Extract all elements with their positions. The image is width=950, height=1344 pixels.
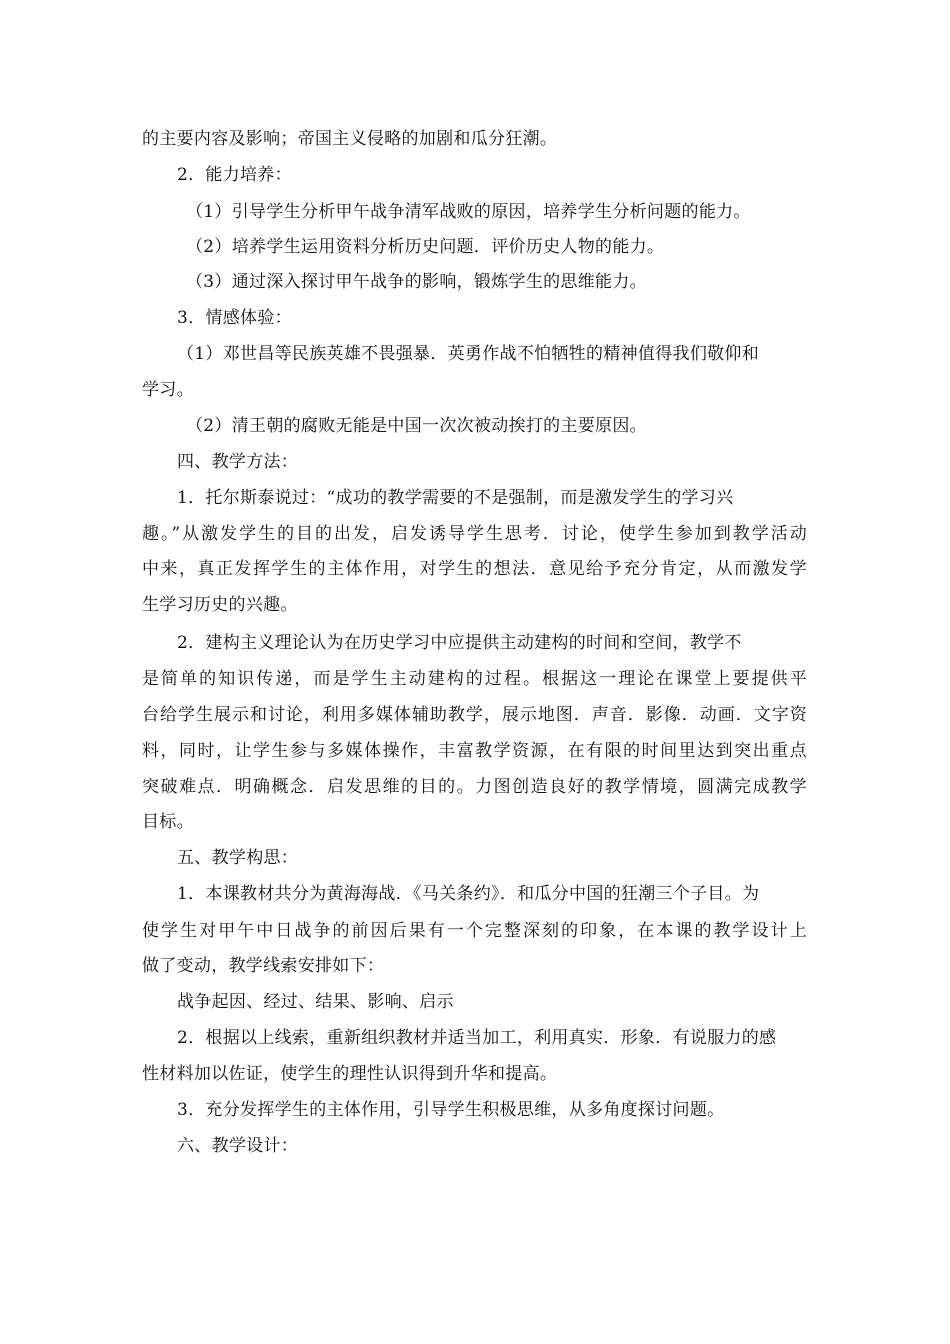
paragraph-line: 料，同时，让学生参与多媒体操作，丰富教学资源，在有限的时间里达到突出重点 <box>142 741 807 761</box>
paragraph-line: （1）邓世昌等民族英雄不畏强暴．英勇作战不怕牺牲的精神值得我们敬仰和 <box>177 344 760 364</box>
paragraph-line: 2．根据以上线索，重新组织教材并适当加工，利用真实．形象．有说服力的感 <box>177 1028 777 1048</box>
paragraph-line: （1）引导学生分析甲午战争清军战败的原因，培养学生分析问题的能力。 <box>186 202 751 222</box>
paragraph-line: 学习。 <box>142 380 194 400</box>
paragraph-line: 1．托尔斯泰说过：“成功的教学需要的不是强制，而是激发学生的学习兴 <box>177 488 734 508</box>
paragraph-line: 做了变动，教学线索安排如下： <box>142 956 385 976</box>
section-heading: 3．情感体验： <box>177 308 292 328</box>
section-heading: 六、教学设计： <box>177 1136 299 1156</box>
paragraph-line: 趣。”从激发学生的目的出发，启发诱导学生思考．讨论，使学生参加到教学活动 <box>142 524 807 544</box>
section-heading: 2．能力培养： <box>177 165 292 185</box>
paragraph-line: 突破难点．明确概念．启发思维的目的。力图创造良好的教学情境，圆满完成教学 <box>142 777 807 797</box>
paragraph-line: 使学生对甲午中日战争的前因后果有一个完整深刻的印象，在本课的教学设计上 <box>142 921 807 941</box>
paragraph-line: 目标。 <box>142 812 194 832</box>
section-heading: 四、教学方法： <box>177 452 299 472</box>
paragraph-line: （3）通过深入探讨甲午战争的影响，锻炼学生的思维能力。 <box>186 272 647 292</box>
paragraph-line: 2．建构主义理论认为在历史学习中应提供主动建构的时间和空间，教学不 <box>177 633 742 653</box>
paragraph-line: 是简单的知识传递，而是学生主动建构的过程。根据这一理论在课堂上要提供平 <box>142 669 807 689</box>
paragraph-line: （2）培养学生运用资料分析历史问题．评价历史人物的能力。 <box>186 237 665 257</box>
paragraph-line: 生学习历史的兴趣。 <box>142 595 298 615</box>
paragraph-line: 战争起因、经过、结果、影响、启示 <box>177 992 454 1012</box>
paragraph-line: 台给学生展示和讨论，利用多媒体辅助教学，展示地图．声音．影像．动画．文字资 <box>142 705 807 725</box>
paragraph-line: 性材料加以佐证，使学生的理性认识得到升华和提高。 <box>142 1064 558 1084</box>
paragraph-line: 中来，真正发挥学生的主体作用，对学生的想法．意见给予充分肯定，从而激发学 <box>142 559 807 579</box>
paragraph-line: 的主要内容及影响；帝国主义侵略的加剧和瓜分狂潮。 <box>142 129 558 149</box>
section-heading: 五、教学构思： <box>177 848 299 868</box>
paragraph-line: 1．本课教材共分为黄海海战．《马关条约》．和瓜分中国的狂潮三个子目。为 <box>177 884 760 904</box>
paragraph-line: （2）清王朝的腐败无能是中国一次次被动挨打的主要原因。 <box>186 416 647 436</box>
paragraph-line: 3．充分发挥学生的主体作用，引导学生积极思维，从多角度探讨问题。 <box>177 1100 725 1120</box>
